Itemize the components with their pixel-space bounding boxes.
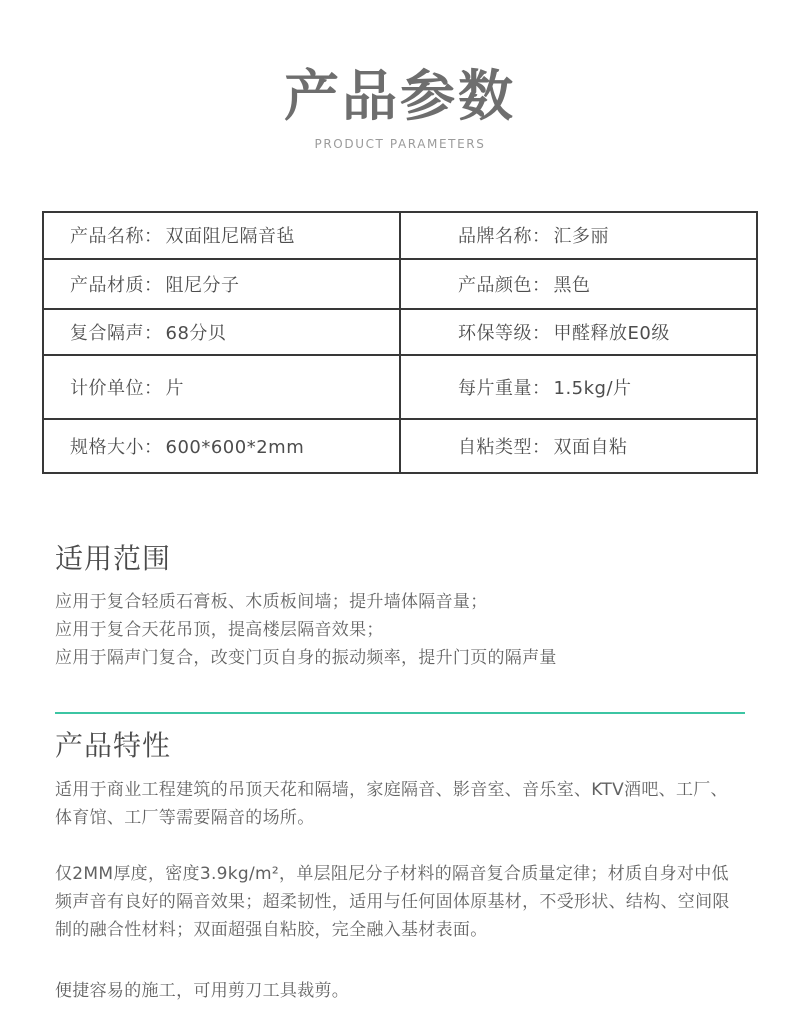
section-divider xyxy=(55,712,745,714)
spec-value: 双面自粘 xyxy=(553,436,628,458)
features-heading: 产品特性 xyxy=(55,729,172,763)
spec-cell-size xyxy=(43,419,400,473)
scope-heading: 适用范围 xyxy=(55,541,172,575)
spec-table xyxy=(42,211,758,474)
features-section xyxy=(55,729,745,1005)
spec-cell-product-name xyxy=(43,212,400,259)
features-paragraph: 适用于商业工程建筑的吊顶天花和隔墙，家庭隔音、影音室、音乐室、KTV酒吧、工厂、体育馆、工厂等需要隔音的场所。 xyxy=(55,779,728,828)
spec-value: 汇多丽 xyxy=(553,226,609,247)
spec-cell-eco-rating xyxy=(400,309,757,355)
spec-label: 计价单位： xyxy=(70,377,163,399)
scope-lines xyxy=(55,588,745,672)
spec-label: 复合隔声： xyxy=(70,322,163,344)
table-row xyxy=(43,355,757,419)
table-row xyxy=(43,212,757,259)
scope-line: 应用于复合天花吊顶，提高楼层隔音效果； xyxy=(55,620,384,641)
spec-value: 双面阻尼隔音毡 xyxy=(165,226,295,247)
spec-cell-brand-name xyxy=(400,212,757,259)
features-paragraph: 便捷容易的施工，可用剪刀工具裁剪。 xyxy=(55,980,350,1001)
spec-value: 1.5kg/片 xyxy=(553,377,632,399)
spec-value: 黑色 xyxy=(553,274,591,296)
spec-value: 600*600*2mm xyxy=(165,436,305,458)
spec-label: 环保等级： xyxy=(458,322,551,344)
features-paragraph: 仅2MM厚度，密度3.9kg/m²，单层阻尼分子材料的隔音复合质量定律；材质自身对中低频声音有良好的隔音效果；超柔韧性，适用与任何固体原基材，不受形状、结构、空间限制的融合性材料；双面超强自粘胶，完全融入基材表面。 xyxy=(55,863,730,940)
spec-label: 每片重量： xyxy=(458,377,551,399)
table-row xyxy=(43,419,757,473)
scope-line: 应用于复合轻质石膏板、木质板间墙；提升墙体隔音量； xyxy=(55,592,488,613)
spec-label: 产品材质： xyxy=(70,274,163,296)
table-row xyxy=(43,309,757,355)
table-row xyxy=(43,259,757,309)
spec-value: 68分贝 xyxy=(165,322,227,344)
spec-label: 品牌名称： xyxy=(458,226,551,247)
spec-cell-material xyxy=(43,259,400,309)
spec-value: 甲醛释放E0级 xyxy=(553,322,670,344)
spec-label: 规格大小： xyxy=(70,436,163,458)
spec-cell-adhesive-type xyxy=(400,419,757,473)
page-title: 产品参数 xyxy=(283,64,516,128)
spec-value: 片 xyxy=(165,377,184,399)
spec-label: 自粘类型： xyxy=(458,436,551,458)
scope-section xyxy=(55,542,745,673)
spec-value: 阻尼分子 xyxy=(165,274,240,296)
spec-cell-pricing-unit xyxy=(43,355,400,419)
spec-label: 产品名称： xyxy=(70,226,163,247)
spec-label: 产品颜色： xyxy=(458,274,551,296)
page-subtitle: PRODUCT PARAMETERS xyxy=(314,136,486,151)
scope-line: 应用于隔声门复合，改变门页自身的振动频率，提升门页的隔声量 xyxy=(55,648,557,669)
page-header xyxy=(0,0,800,151)
spec-cell-sound-insulation xyxy=(43,309,400,355)
spec-cell-color xyxy=(400,259,757,309)
spec-cell-piece-weight xyxy=(400,355,757,419)
